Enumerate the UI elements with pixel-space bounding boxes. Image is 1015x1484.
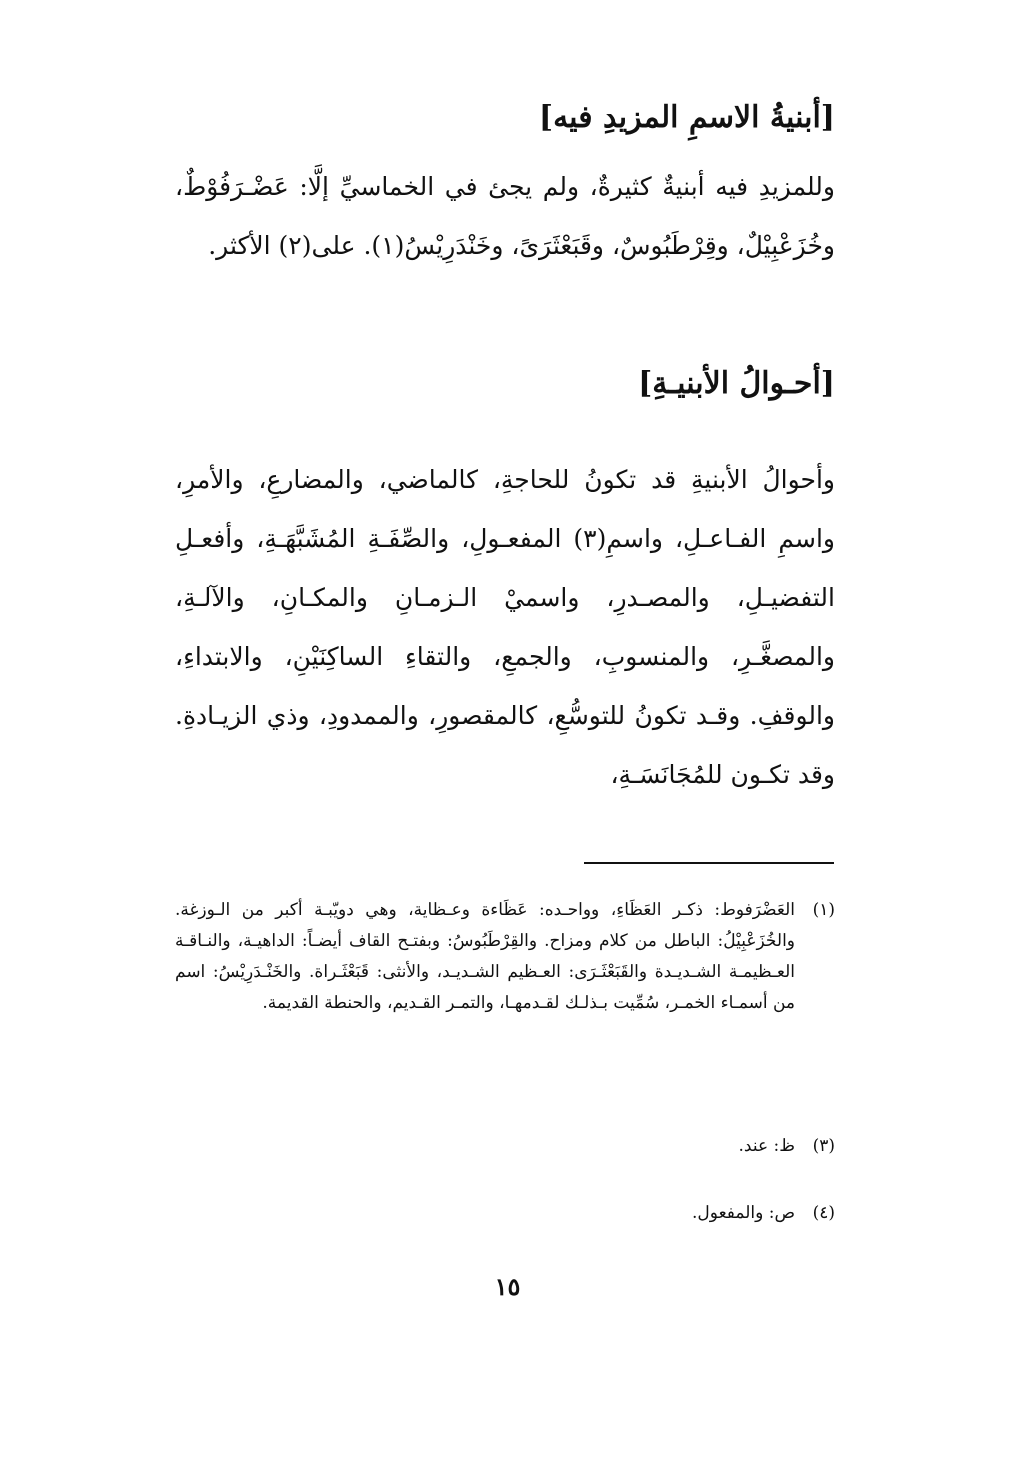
- footnote-number: (٤): [812, 1203, 835, 1223]
- footnote-number: (١): [812, 900, 835, 920]
- page-number: ١٥: [494, 1272, 521, 1301]
- footnote-separator: [584, 862, 834, 864]
- section-heading-pattern-states: [أحـوالُ الأبنيـةِ]: [638, 366, 835, 401]
- footnote-text: ص: والمفعول.: [692, 1203, 795, 1223]
- paragraph-pattern-states: وأحوالُ الأبنيةِ قد تكونُ للحاجةِ، كالماضي، والمضارعِ، والأمرِ، واسمِ الفـاعـلِ، واسمِ(٣) المفعـولِ، والصِّفَـةِ المُشَبَّهَـةِ، وأفعـلِ التفضيـلِ، والمصـدرِ، واسميْ الـزمـانِ والمكـانِ، والآلـةِ، والمصغَّـرِ، والمنسوبِ، والجمعِ، والتقاءِ الساكِنَيْنِ، والابتداءِ، والوقفِ. وقـد تكونُ للتوسُّعِ، كالمقصورِ، والممدودِ، وذي الزيـادةِ. وقد تكـون للمُجَانَسَـةِ،: [175, 465, 835, 789]
- paragraph-augmented-noun: وللمزيدِ فيه أبنيةٌ كثيرةٌ، ولم يجئ في الخماسيِّ إلَّا: عَضْـرَفُوْطٌ، وخُزَعْبِيْلٌ، وقِرْطَبُوسٌ، وقَبَعْثَرَىً، وخَنْدَرِيْسُ(١). على(٢) الأكثر.: [175, 172, 835, 260]
- footnote-1: [175, 895, 835, 1019]
- section-heading-augmented-noun: [أبنيةُ الاسمِ المزيدِ فيه]: [538, 100, 835, 135]
- footnote-text: العَضْرَفوط: ذكـر العَظَاءِ، وواحـده: عَظَاءة وعـظاية، وهي دويّبـة أكبر من الـوزغة. والخُزَعْبِيْلُ: الباطل من كلام ومزاح. والقِرْطَبُوسُ: وبفتـح القاف أيضـاً: الداهيـة، والنـاقـة العـظيمـة الشـديـدة والقَبَعْثَـرَى: العـظيم الشـديـد، والأنثى: قَبَعْثَـراة. والخَنْـدَرِيْسُ: اسم من أسمـاء الخمـر، سُمِّيت بـذلـك لقـدمهـا، والتمـر القـديم، والحنطة القديمة.: [175, 900, 795, 1013]
- footnote-4: [175, 1198, 835, 1229]
- footnote-number: (٣): [812, 1136, 835, 1156]
- footnote-text: ظ: عند.: [738, 1136, 795, 1156]
- footnote-3: [175, 1131, 835, 1162]
